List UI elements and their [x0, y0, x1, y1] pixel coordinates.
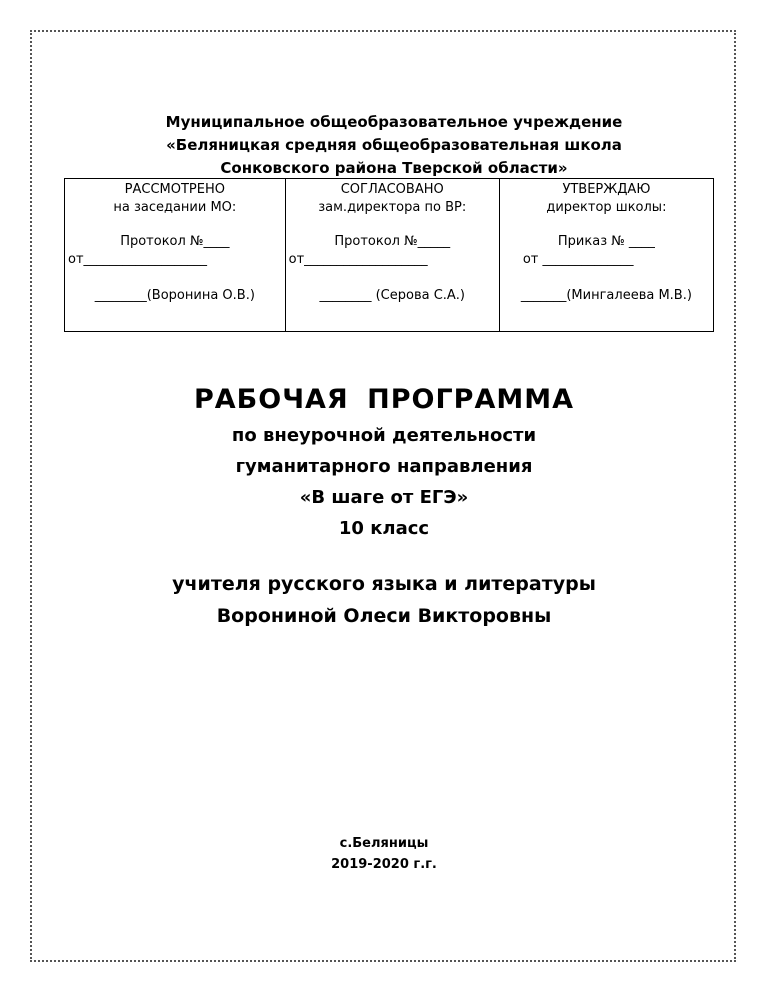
approval-role: на заседании МО:: [113, 200, 237, 215]
approval-from: от___________________: [68, 252, 208, 267]
header-line-1: Муниципальное общеобразовательное учреждение: [165, 113, 623, 131]
header-line-3: Сонковского района Тверской области»: [220, 159, 568, 177]
school-header: [0, 111, 768, 180]
program-subtitle-2: гуманитарного направления: [235, 456, 533, 477]
approval-cell-approved: [499, 179, 713, 332]
approval-from: от___________________: [288, 252, 428, 267]
approval-table: [64, 178, 714, 332]
teacher-block: [0, 568, 768, 632]
approval-signature: ________ (Серова С.А.): [319, 288, 466, 303]
approval-cell-agreed: [285, 179, 499, 332]
program-title: РАБОЧАЯ ПРОГРАММА: [194, 384, 574, 415]
approval-doc: Приказ № ____: [557, 234, 655, 249]
program-subtitle-1: по внеурочной деятельности: [231, 425, 537, 446]
teacher-subject: учителя русского языка и литературы: [172, 573, 596, 595]
program-grade: 10 класс: [338, 518, 430, 539]
header-line-2: «Беляницкая средняя общеобразовательная школа: [166, 136, 622, 154]
program-title-block: [0, 383, 768, 544]
footer-year: 2019-2020 г.г.: [331, 857, 437, 872]
approval-role: зам.директора по ВР:: [318, 200, 467, 215]
footer-place: с.Беляницы: [339, 836, 429, 851]
approval-role: директор школы:: [546, 200, 667, 215]
program-name: «В шаге от ЕГЭ»: [299, 487, 469, 508]
approval-signature: _______(Мингалеева М.В.): [520, 288, 692, 303]
approval-doc: Протокол №_____: [334, 234, 451, 249]
approval-status: УТВЕРЖДАЮ: [562, 182, 651, 197]
approval-status: СОГЛАСОВАНО: [340, 182, 444, 197]
approval-from: от ______________: [522, 252, 634, 267]
approval-signature: ________(Воронина О.В.): [94, 288, 255, 303]
approval-doc: Протокол №____: [120, 234, 230, 249]
approval-cell-reviewed: [65, 179, 286, 332]
teacher-name: Ворониной Олеси Викторовны: [216, 605, 552, 627]
approval-status: РАССМОТРЕНО: [124, 182, 225, 197]
footer-block: [0, 833, 768, 875]
